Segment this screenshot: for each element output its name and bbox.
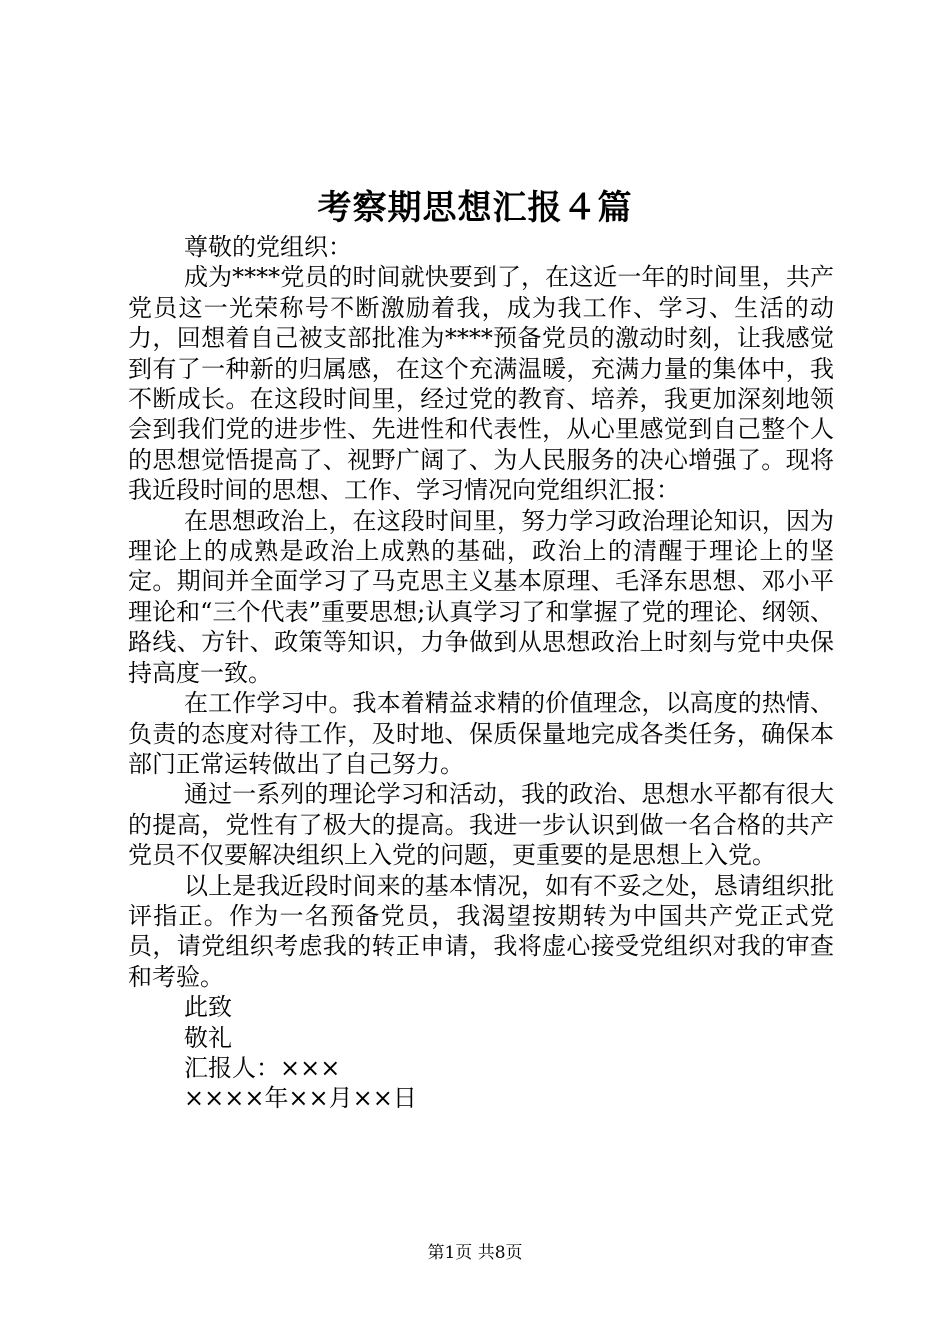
date-line: ××××年××月××日 (184, 1084, 417, 1113)
closing-line-2: 敬礼 (184, 1023, 232, 1052)
paragraph-work: 在工作学习中。我本着精益求精的价值理念，以高度的热情、负责的态度对待工作，及时地、保质保量地完成各类任务，确保本部门正常运转做出了自己努力。 (128, 689, 834, 778)
salutation: 尊敬的党组织： (184, 233, 352, 261)
paragraph-study: 通过一系列的理论学习和活动，我的政治、思想水平都有很大的提高，党性有了极大的提高。我进一步认识到做一名合格的共产党员不仅要解决组织上入党的问题，更重要的是思想上入党。 (128, 780, 834, 870)
reporter-line: 汇报人：××× (184, 1053, 341, 1082)
paragraph-conclusion: 以上是我近段时间来的基本情况，如有不妥之处，恳请组织批评指正。作为一名预备党员，我渴望按期转为中国共产党正式党员，请党组织考虑我的转正申请，我将虚心接受党组织对我的审查和考验。 (128, 871, 834, 991)
document-title: 考察期思想汇报４篇 (317, 188, 633, 228)
paragraph-political: 在思想政治上，在这段时间里，努力学习政治理论知识，因为理论上的成熟是政治上成熟的基础，政治上的清醒于理论上的坚定。期间并全面学习了马克思主义基本原理、毛泽东思想、邓小平理论和“三个代表”重要思想;认真学习了和掌握了党的理论、纲领、路线、方针、政策等知识，力争做到从思想政治上时刻与党中央保持高度一致。 (128, 506, 834, 687)
page-number-footer: 第1页 共8页 (427, 1243, 523, 1263)
paragraph-intro: 成为****党员的时间就快要到了，在这近一年的时间里，共产党员这一光荣称号不断激励着我，成为我工作、学习、生活的动力，回想着自己被支部批准为****预备党员的激动时刻，让我感觉到有了一种新的归属感，在这个充满温暖，充满力量的集体中，我不断成长。在这段时间里，经过党的教育、培养，我更加深刻地领会到我们党的进步性、先进性和代表性，从心里感觉到自己整个人的思想觉悟提高了、视野广阔了、为人民服务的决心增强了。现将我近段时间的思想、工作、学习情况向党组织汇报： (128, 263, 834, 505)
closing-line-1: 此致 (184, 993, 232, 1022)
document-body (128, 232, 834, 1114)
